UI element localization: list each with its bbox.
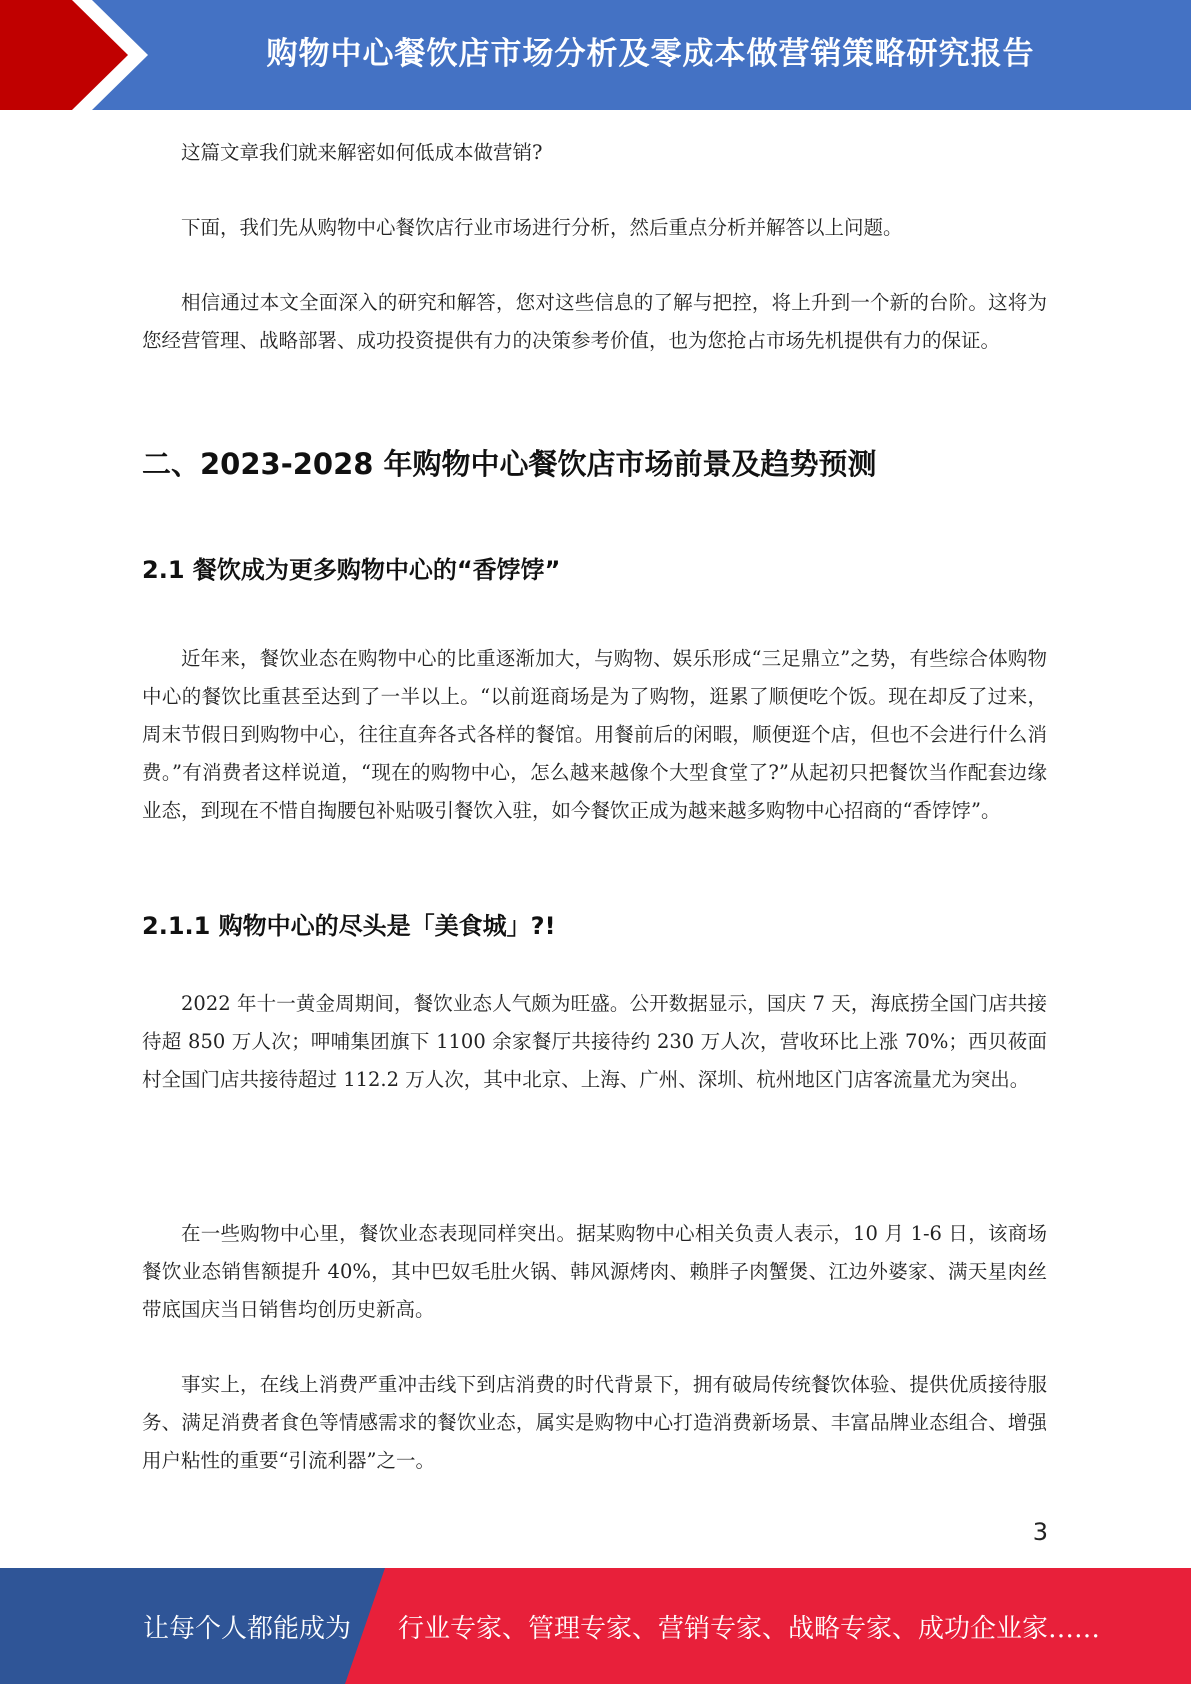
- section-heading: 二、2023-2028 年购物中心餐饮店市场前景及趋势预测: [142, 447, 877, 481]
- subsection-heading: 2.1 餐饮成为更多购物中心的“香饽饽”: [142, 556, 561, 584]
- sub-subsection-heading: 2.1.1 购物中心的尽头是「美食城」?!: [142, 912, 556, 940]
- intro-paragraph-2: 下面，我们先从购物中心餐饮店行业市场进行分析，然后重点分析并解答以上问题。: [181, 216, 903, 239]
- subsection-paragraph: 近年来，餐饮业态在购物中心的比重逐渐加大，与购物、娱乐形成“三足鼎立”之势，有些综合体购物中心的餐饮比重甚至达到了一半以上。“以前逛商场是为了购物，逛累了顺便吃个饭。现在却反了过来，周末节假日到购物中心，往往直奔各式各样的餐馆。用餐前后的闲暇，顺便逛个店，但也不会进行什么消费。”有消费者这样说道，“现在的购物中心，怎么越来越像个大型食堂了?”从起初只把餐饮当作配套边缘业态，到现在不惜自掏腰包补贴吸引餐饮入驻，如今餐饮正成为越来越多购物中心招商的“香饽饽”。: [142, 647, 1047, 822]
- page-number: 3: [1032, 1518, 1048, 1546]
- footer-slogan-right: 行业专家、管理专家、营销专家、战略专家、成功企业家……: [398, 1613, 1101, 1644]
- footer-slogan-left: 让每个人都能成为: [143, 1613, 352, 1644]
- body-paragraph-2: 在一些购物中心里，餐饮业态表现同样突出。据某购物中心相关负责人表示，10 月 1-6 日，该商场餐饮业态销售额提升 40%，其中巴奴毛肚火锅、韩风源烤肉、赖胖子肉蟹煲、江边外婆家、满天星肉丝带底国庆当日销售均创历史新高。: [142, 1222, 1047, 1321]
- header-chevron-decoration: [0, 0, 160, 110]
- report-title: 购物中心餐饮店市场分析及零成本做营销策略研究报告: [266, 35, 1035, 72]
- body-paragraph-1: 2022 年十一黄金周期间，餐饮业态人气颇为旺盛。公开数据显示，国庆 7 天，海底捞全国门店共接待超 850 万人次；呷哺集团旗下 1100 余家餐厅共接待约 230 万人次，营收环比上涨 70%；西贝莜面村全国门店共接待超过 112.2 万人次，其中北京、上海、广州、深圳、杭州地区门店客流量尤为突出。: [142, 992, 1047, 1091]
- page-header: [0, 0, 1191, 110]
- page-footer: [0, 1568, 1191, 1684]
- intro-paragraph-1: 这篇文章我们就来解密如何低成本做营销?: [181, 141, 543, 164]
- body-paragraph-3: 事实上，在线上消费严重冲击线下到店消费的时代背景下，拥有破局传统餐饮体验、提供优质接待服务、满足消费者食色等情感需求的餐饮业态，属实是购物中心打造消费新场景、丰富品牌业态组合、增强用户粘性的重要“引流利器”之一。: [142, 1373, 1047, 1472]
- intro-paragraph-3: 相信通过本文全面深入的研究和解答，您对这些信息的了解与把控，将上升到一个新的台阶。这将为您经营管理、战略部署、成功投资提供有力的决策参考价值，也为您抢占市场先机提供有力的保证。: [142, 291, 1047, 352]
